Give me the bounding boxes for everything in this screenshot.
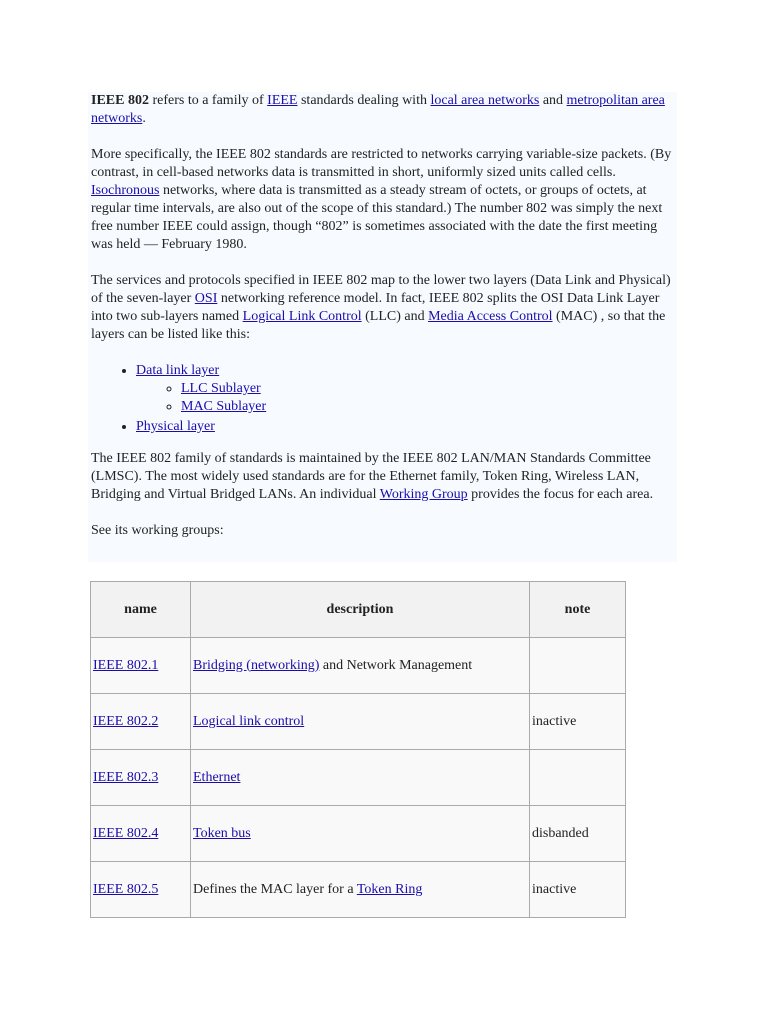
scope-paragraph: More specifically, the IEEE 802 standards are restricted to networks carrying variable-size packets. (By contrast, in cell-based networks data is transmitted in short, uniformly sized units called cells. Isochronous networks, where data is transmitted as a steady stream of octets, or groups of octets, at regular time intervals, are also out of the scope of this standard.) The number 802 was simply the next free number IEEE could assign, though “802” is sometimes associated with the date the first meeting was held — February 1980. bbox=[91, 147, 672, 252]
list-item bbox=[181, 398, 677, 416]
link-media-access-control[interactable]: Media Access Control bbox=[428, 309, 553, 324]
intro-term: IEEE 802 bbox=[91, 93, 149, 108]
lmsc-paragraph: The IEEE 802 family of standards is maintained by the IEEE 802 LAN/MAN Standards Committee (LMSC). The most widely used standards are for the Ethernet family, Token Ring, Wireless LAN, Bridging and Virtual Bridged LANs. An individual Working Group provides the focus for each area. bbox=[91, 451, 654, 502]
link-local-area-networks[interactable]: local area networks bbox=[430, 93, 540, 108]
link-mac-sublayer[interactable]: MAC Sublayer bbox=[181, 399, 267, 414]
working-groups-table-wrapper bbox=[90, 581, 626, 918]
link-bridging[interactable]: Bridging (networking) bbox=[193, 657, 320, 673]
intro-paragraph: IEEE 802 refers to a family of IEEE standards dealing with local area networks and metropolitan area networks. bbox=[91, 93, 665, 126]
column-header-name: name bbox=[91, 582, 191, 638]
table-header-row bbox=[91, 582, 626, 638]
list-item bbox=[136, 418, 677, 436]
cell-note: inactive bbox=[530, 694, 626, 750]
table-row bbox=[91, 806, 626, 862]
cell-description bbox=[191, 806, 530, 862]
sublayers-list bbox=[136, 380, 677, 416]
link-ieee-802-5[interactable]: IEEE 802.5 bbox=[93, 881, 159, 897]
table-row bbox=[91, 862, 626, 918]
cell-name bbox=[91, 638, 191, 694]
list-item bbox=[181, 380, 677, 398]
working-groups-table bbox=[90, 581, 626, 918]
link-isochronous[interactable]: Isochronous bbox=[91, 183, 160, 198]
link-ieee-802-3[interactable]: IEEE 802.3 bbox=[93, 769, 159, 785]
cell-name bbox=[91, 694, 191, 750]
cell-description bbox=[191, 750, 530, 806]
layers-paragraph: The services and protocols specified in IEEE 802 map to the lower two layers (Data Link and Physical) of the seven-layer OSI networking reference model. In fact, IEEE 802 splits the OSI Data Link Layer into two sub-layers named Logical Link Control (LLC) and Media Access Control (MAC) , so that the layers can be listed like this: bbox=[91, 273, 671, 342]
cell-description bbox=[191, 694, 530, 750]
cell-name bbox=[91, 750, 191, 806]
link-token-ring[interactable]: Token Ring bbox=[356, 881, 423, 897]
link-token-bus[interactable]: Token bus bbox=[193, 825, 251, 841]
link-ethernet[interactable]: Ethernet bbox=[193, 769, 241, 785]
link-ieee[interactable]: IEEE bbox=[267, 93, 298, 108]
working-groups-intro: See its working groups: bbox=[91, 523, 224, 538]
link-llc-sublayer[interactable]: LLC Sublayer bbox=[181, 381, 261, 396]
link-working-group[interactable]: Working Group bbox=[379, 487, 468, 502]
cell-description: Defines the MAC layer for a Token Ring bbox=[191, 862, 530, 918]
table-row bbox=[91, 638, 626, 694]
cell-note: inactive bbox=[530, 862, 626, 918]
link-osi[interactable]: OSI bbox=[194, 291, 218, 306]
link-metropolitan-area-networks[interactable]: metropolitan area networks bbox=[91, 93, 665, 126]
cell-name bbox=[91, 806, 191, 862]
link-ieee-802-1[interactable]: IEEE 802.1 bbox=[93, 657, 159, 673]
link-ieee-802-2[interactable]: IEEE 802.2 bbox=[93, 713, 159, 729]
list-item bbox=[136, 362, 677, 416]
cell-note bbox=[530, 638, 626, 694]
column-header-description: description bbox=[191, 582, 530, 638]
link-physical-layer[interactable]: Physical layer bbox=[136, 419, 215, 434]
table-row bbox=[91, 694, 626, 750]
table-row bbox=[91, 750, 626, 806]
column-header-note: note bbox=[530, 582, 626, 638]
link-logical-link-control[interactable]: Logical Link Control bbox=[242, 309, 362, 324]
link-ieee-802-4[interactable]: IEEE 802.4 bbox=[93, 825, 159, 841]
link-logical-link-control-row[interactable]: Logical link control bbox=[193, 713, 305, 729]
article-body bbox=[91, 92, 677, 558]
layers-list bbox=[91, 362, 677, 436]
cell-description: Bridging (networking) and Network Management bbox=[191, 638, 530, 694]
link-data-link-layer[interactable]: Data link layer bbox=[136, 363, 220, 378]
cell-note: disbanded bbox=[530, 806, 626, 862]
cell-name bbox=[91, 862, 191, 918]
cell-note bbox=[530, 750, 626, 806]
